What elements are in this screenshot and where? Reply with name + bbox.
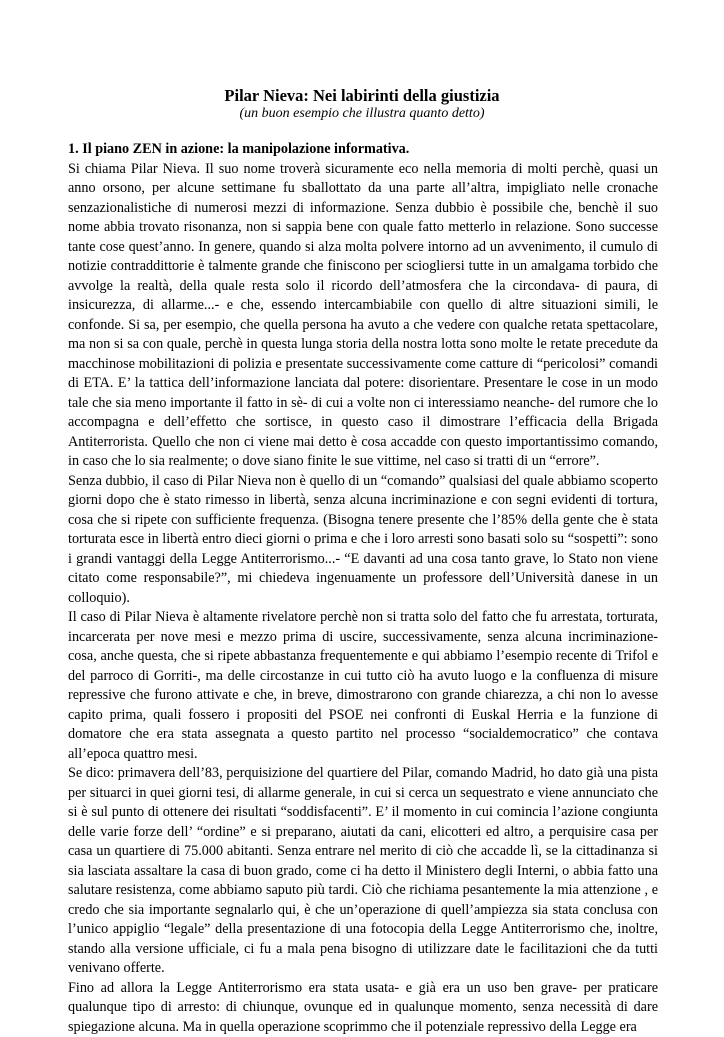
document-title: Pilar Nieva: Nei labirinti della giustizia (0, 86, 724, 106)
paragraph-1: Si chiama Pilar Nieva. Il suo nome troverà sicuramente eco nella memoria di molti perchè, quasi un anno orsono, per alcune settimane fu sballottato da una parte all’altra, impigliato nelle cronache senzazionalistiche di numerosi mezzi di informazione. Senza dubbio è possibile che, benchè il suo nome abbia trovato risonanza, non si sappia bene con quale fatto metterlo in relazione. Sono successe tante cose quest’anno. In genere, quando si alza molta polvere intorno ad un avvenimento, il cumulo di notizie contraddittorie è talmente grande che finiscono per sciogliersi tutte in un amalgama torbido che avvolge la realtà, della quale resta solo il ricordo dell’atmosfera che la circondava- di paura, di insicurezza, di allarme...- e che, essendo intercambiabile con quello di altre situazioni simili, le confonde. Si sa, per esempio, che quella persona ha avuto a che vedere con qualche retata spettacolare, ma non si sa con quale, perchè in questa lunga storia della nostra lotta sono molte le retate precedute da macchinose mobilitazioni di polizia e presentate successivamente come catture di “pericolosi” comandi di ETA. E’ la tattica dell’informazione lanciata dal potere: disorientare. Presentare le cose in un modo tale che sia meno importante il fatto in sè- di cui a volte non ci interessiamo neanche- del rumore che lo accompagna e dell’effetto che sortisce, in questo caso il dimostrare l’efficacia della Brigada Antiterrorista. Quello che non ci viene mai detto è cosa accadde con questo importantissimo comando, in caso che lo sia realmente; o dove siano finite le sue vittime, nel caso si tratti di un “errore”. (68, 160, 658, 472)
paragraph-2: Senza dubbio, il caso di Pilar Nieva non è quello di un “comando” qualsiasi del quale abbiamo scoperto giorni dopo che è stato rimesso in libertà, senza alcuna incriminazione e con segni evidenti di tortura, cosa che si ripete con sufficiente frequenza. (Bisogna tenere presente che l’85% della gente che è stata torturata esce in libertà entro dieci giorni o prima e che i loro arresti sono basati solo su “sospetti”: sono i grandi vantaggi della Legge Antiterrorismo...- “E davanti ad una cosa tanto grave, lo Stato non viene citato come responsabile?”, mi chiedeva ingenuamente un professore dell’Università danese in un colloquio). (68, 472, 658, 609)
paragraph-5: Fino ad allora la Legge Antiterrorismo era stata usata- e già era un uso ben grave- per praticare qualunque tipo di arresto: di chiunque, ovunque ed in qualunque momento, senza necessità di dare spiegazione alcuna. Ma in quella operazione scoprimmo che il potenziale repressivo della Legge era (68, 979, 658, 1037)
section-heading: 1. Il piano ZEN in azione: la manipolazione informativa. (68, 140, 658, 160)
document-body (68, 140, 658, 1037)
document-subtitle: (un buon esempio che illustra quanto detto) (0, 105, 724, 123)
paragraph-3: Il caso di Pilar Nieva è altamente rivelatore perchè non si tratta solo del fatto che fu arrestata, torturata, incarcerata per nove mesi e mezzo prima di uscire, successivamente, senza alcuna incriminazione- cosa, anche questa, che si ripete abbastanza frequentemente e qui abbiamo l’esempio recente di Trifol e del parroco di Gorriti-, ma delle circostanze in cui tutto ciò ha avuto luogo e la confluenza di misure repressive che furono attivate e che, in breve, dimostrarono con grande chiarezza, a chi non lo avesse capito prima, quali fossero i propositi del PSOE nei confronti di Euskal Herria e la funzione di domatore che era stata assegnata a questo partito nel processo “socialdemocratico” che contava all’epoca quattro mesi. (68, 608, 658, 764)
paragraph-4: Se dico: primavera dell’83, perquisizione del quartiere del Pilar, comando Madrid, ho dato già una pista per situarci in quei giorni tesi, di allarme generale, in cui si cerca un sequestrato e viene annunciato che si è sul punto di ottenere dei risultati “soddisfacenti”. E’ il momento in cui comincia l’azione congiunta delle varie forze dell’ “ordine” e si preparano, aiutati da cani, elicotteri ed altro, a perquisire casa per casa un quartiere di 75.000 abitanti. Senza entrare nel merito di ciò che accadde lì, se la cittadinanza si sia lasciata assaltare la casa di buon grado, come ci ha detto il Ministero degli Interni, o abbia fatto una salutare resistenza, come abbiamo saputo più tardi. Ciò che richiama pesantemente la mia attenzione , e credo che sia importante segnalarlo qui, è che un’operazione di quell’ampiezza sia stata conclusa con l’unico appiglio “legale” della presentazione di una fotocopia della Legge Antiterrorismo che, inoltre, stando alla versione ufficiale, ci fu a mala pena bisogno di utilizzare date le facilitazioni che da tutti venivano offerte. (68, 764, 658, 979)
